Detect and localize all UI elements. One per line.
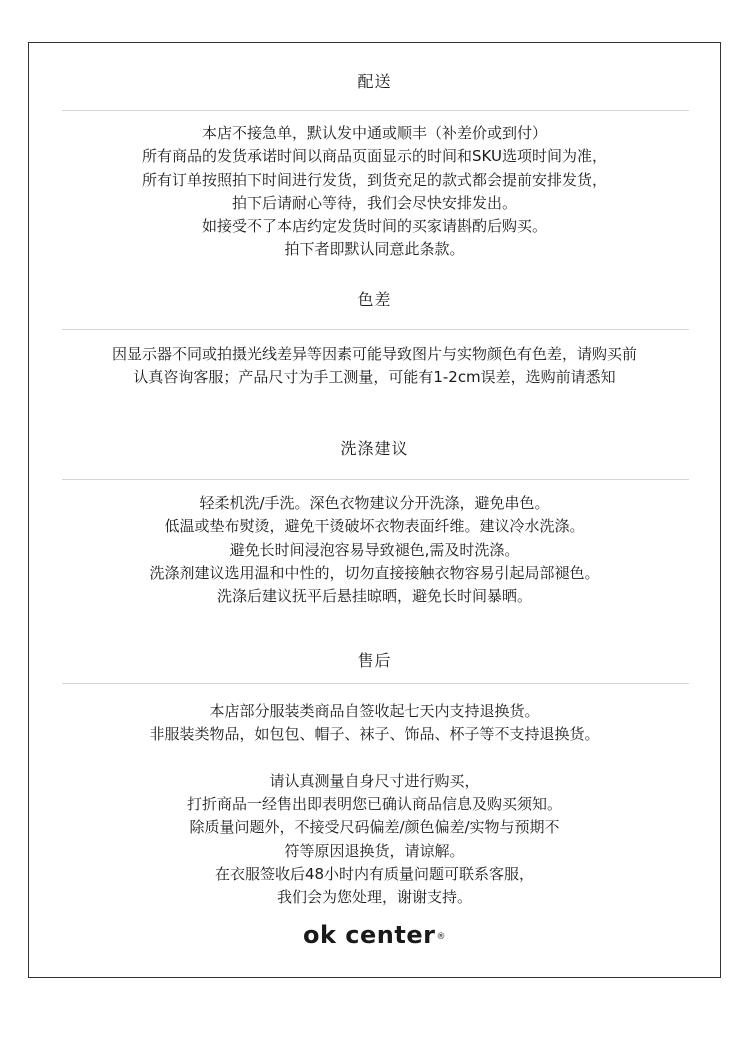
text-line: 拍下者即默认同意此条款。 xyxy=(284,240,465,259)
text-line: 非服装类物品，如包包、帽子、袜子、饰品、杯子等不支持退换货。 xyxy=(149,725,600,744)
text-line: 请认真测量自身尺寸进行购买， xyxy=(269,771,480,790)
brand-logo-text: ok center xyxy=(303,921,436,949)
text-line: 本店部分服装类商品自签收起七天内支持退换货。 xyxy=(209,702,540,720)
registered-mark-icon: ® xyxy=(436,932,446,942)
section-body-color-difference xyxy=(29,343,720,390)
section-title-after-sales: 售后 xyxy=(357,651,392,670)
text-line: 本店不接急单，默认发中通或顺丰（补差价或到付） xyxy=(201,124,547,142)
section-body-washing xyxy=(29,492,720,608)
section-body-after-sales xyxy=(29,700,720,910)
text-line: 所有订单按照拍下时间进行发货，到货充足的款式都会提前安排发货， xyxy=(141,170,607,189)
text-line: 除质量问题外，不接受尺码偏差/颜色偏差/实物与预期不 xyxy=(189,818,560,837)
section-body-shipping xyxy=(29,122,720,262)
text-line: 所有商品的发货承诺时间以商品页面显示的时间和SKU选项时间为准， xyxy=(142,147,607,166)
divider-color-difference xyxy=(62,329,689,330)
divider-washing xyxy=(62,479,689,480)
text-line: 符等原因退换货，请谅解。 xyxy=(284,841,465,860)
text-line: 洗涤剂建议选用温和中性的，切勿直接接触衣物容易引起局部褪色。 xyxy=(149,563,600,582)
divider-shipping xyxy=(62,110,689,111)
blank-line xyxy=(29,747,720,770)
text-line: 低温或垫布熨烫，避免干烫破坏衣物表面纤维。建议冷水洗涤。 xyxy=(164,517,585,536)
text-line: 轻柔机洗/手洗。深色衣物建议分开洗涤，避免串色。 xyxy=(199,494,550,512)
text-line: 洗涤后建议抚平后悬挂晾晒，避免长时间暴晒。 xyxy=(216,587,532,606)
text-line: 在衣服签收后48小时内有质量问题可联系客服， xyxy=(214,865,535,884)
text-line: 避免长时间浸泡容易导致褪色,需及时洗涤。 xyxy=(229,540,520,559)
text-line: 我们会为您处理，谢谢支持。 xyxy=(276,888,472,907)
text-line: 认真咨询客服；产品尺寸为手工测量，可能有1-2cm误差，选购前请悉知 xyxy=(133,368,616,387)
text-line: 如接受不了本店约定发货时间的买家请斟酌后购买。 xyxy=(201,217,547,236)
section-title-shipping: 配送 xyxy=(357,72,392,91)
section-title-washing: 洗涤建议 xyxy=(340,439,409,458)
text-line: 因显示器不同或拍摄光线差异等因素可能导致图片与实物颜色有色差，请购买前 xyxy=(111,345,637,363)
section-title-color-difference: 色差 xyxy=(357,290,392,309)
text-line: 拍下后请耐心等待，我们会尽快安排发出。 xyxy=(231,193,517,212)
policy-frame xyxy=(28,42,721,978)
text-line: 打折商品一经售出即表明您已确认商品信息及购买须知。 xyxy=(186,795,562,814)
divider-after-sales xyxy=(62,683,689,684)
brand-logo xyxy=(29,920,720,950)
